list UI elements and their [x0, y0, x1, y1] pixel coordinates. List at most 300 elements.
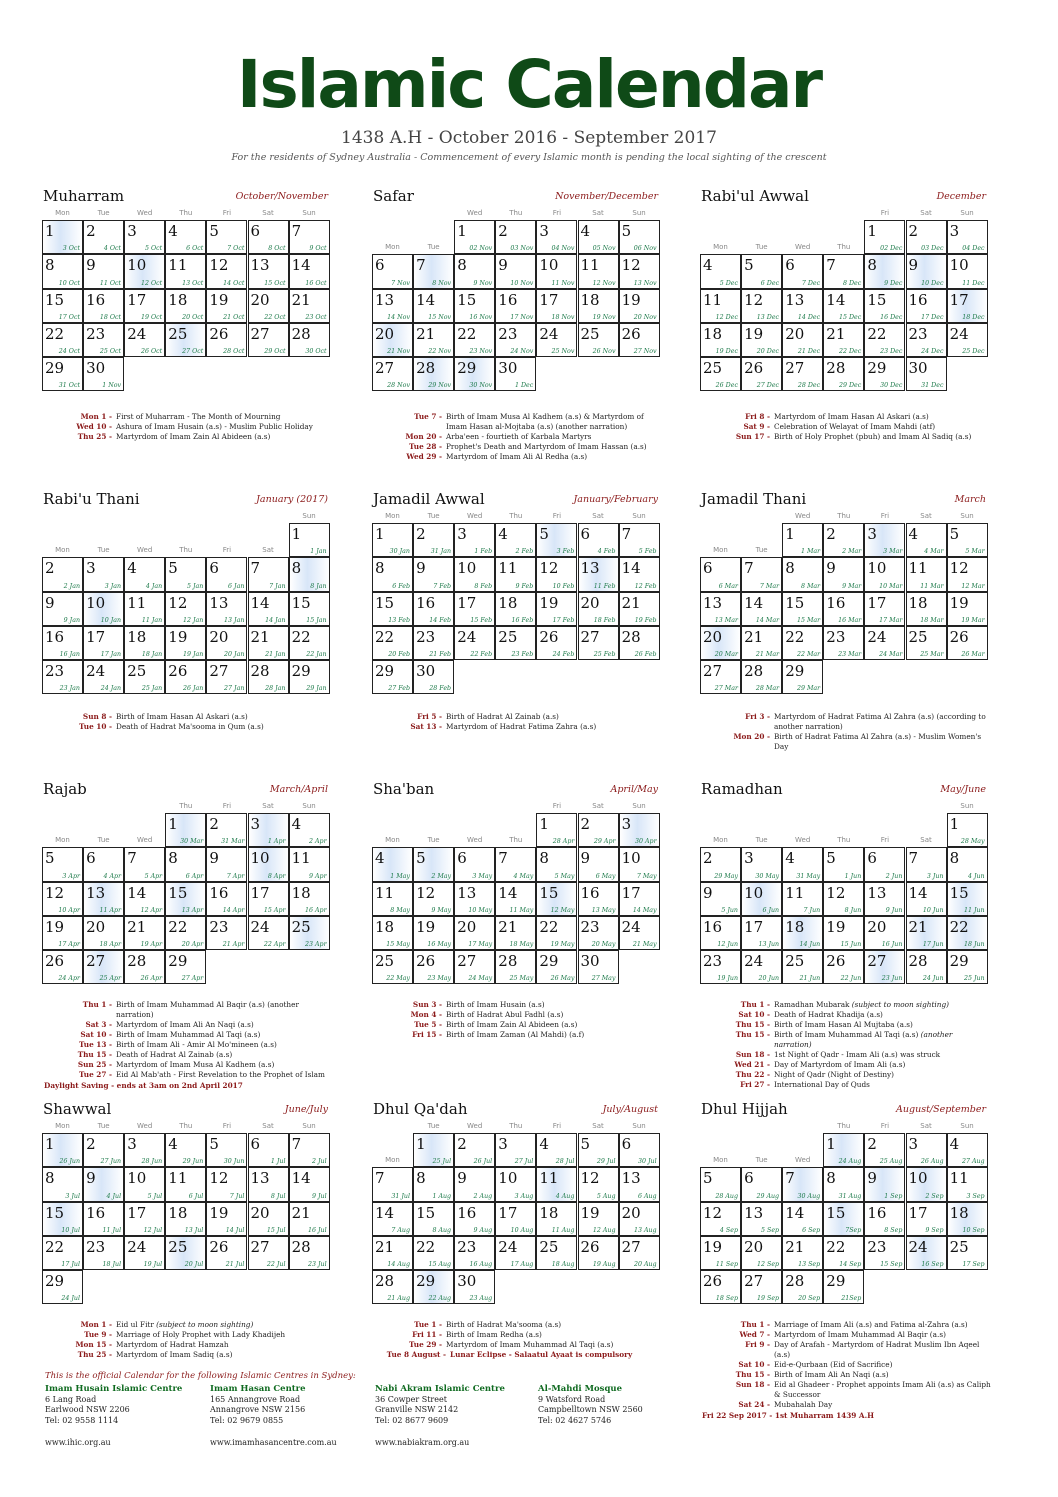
gregorian-date: 18 Dec [962, 313, 985, 321]
gregorian-date: 1 May [390, 872, 410, 880]
day-cell [536, 220, 577, 254]
gregorian-date: 26 Jun [59, 1158, 80, 1166]
hijri-day: 14 [744, 593, 764, 612]
weekday-label: Sat [592, 512, 604, 520]
hijri-day: 7 [785, 1169, 795, 1188]
hijri-day: 19 [949, 593, 969, 612]
centre-suburb: Earlwood NSW 2206 [45, 1405, 130, 1414]
day-cell [906, 1133, 947, 1167]
gregorian-date: 9 Apr [308, 872, 327, 880]
hijri-day: 2 [86, 222, 96, 240]
hijri-day: 26 [744, 359, 764, 378]
gregorian-date: 21 Jan [265, 651, 286, 659]
month-5 [372, 490, 659, 693]
day-cell [906, 626, 947, 660]
gregorian-date: 8 May [390, 906, 410, 914]
hijri-day: 20 [209, 627, 229, 646]
day-cell [206, 626, 247, 660]
event-date: Mon 15 - [75, 1340, 112, 1349]
hijri-day: 17 [498, 1203, 518, 1222]
gregorian-date: 14 Dec [797, 313, 821, 321]
hijri-day: 21 [744, 627, 764, 646]
hijri-day: 16 [86, 290, 106, 309]
weekday-label: Sun [302, 1122, 316, 1130]
hijri-day: 29 [45, 359, 65, 378]
weekday-label: Fri [880, 209, 890, 217]
hijri-day: 18 [291, 883, 311, 902]
day-cell [947, 323, 988, 357]
day-cell [536, 950, 577, 984]
hijri-day: 9 [86, 256, 96, 275]
hijri-day: 24 [127, 324, 147, 343]
day-cell [782, 1236, 823, 1270]
day-cell [42, 254, 83, 288]
day-cell [906, 323, 947, 357]
weekday-label: Sun [960, 802, 974, 810]
event-text: Marriage of Imam Ali (a.s) and Fatima al-Zahra (a.s) [774, 1320, 968, 1329]
day-cell [578, 592, 619, 626]
event-text: Eid al Ghadeer - Prophet appoints Imam Ali (a.s) as Caliph & Successor [774, 1380, 991, 1399]
day-cell [83, 916, 124, 950]
gregorian-date: 11 Sep [715, 1261, 738, 1269]
weekday-label: Sun [632, 802, 646, 810]
month-gregorian: May/June [940, 784, 986, 795]
day-cell [289, 1236, 330, 1270]
weekday-label: Tue [755, 1156, 768, 1165]
day-cell [248, 1167, 289, 1201]
day-cell [741, 882, 782, 916]
hijri-day: 10 [86, 593, 106, 612]
hijri-day: 9 [826, 559, 836, 578]
day-cell [536, 626, 577, 660]
day-cell [454, 357, 495, 391]
event-text: 1st Night of Qadr - Imam Ali (a.s) was struck [774, 1050, 941, 1059]
event-text: First of Muharram - The Month of Mourning [116, 412, 281, 421]
day-cell [619, 1202, 660, 1236]
day-cell [83, 660, 124, 694]
day-cell [372, 950, 413, 984]
day-cell [165, 592, 206, 626]
day-cell [454, 1167, 495, 1201]
event-text: Birth of Imam Muhammad Al Baqir (a.s) (another narration) [116, 1000, 299, 1019]
day-cell [578, 254, 619, 288]
gregorian-date: 10 Jul [61, 1226, 80, 1234]
gregorian-date: 16 Dec [880, 313, 903, 321]
gregorian-date: 28 Aug [715, 1192, 738, 1200]
hijri-day: 29 [785, 662, 805, 681]
event-text: Night of Qadr (Night of Destiny) [774, 1070, 895, 1079]
hijri-day: 11 [168, 1169, 188, 1188]
hijri-day: 11 [580, 256, 600, 275]
gregorian-date: 1 Sep [884, 1192, 903, 1200]
day-cell [42, 323, 83, 357]
day-cell [578, 813, 619, 847]
gregorian-date: 13 Jan [224, 616, 245, 624]
day-cell [536, 323, 577, 357]
day-cell [289, 254, 330, 288]
gregorian-date: 31 Aug [838, 1192, 862, 1200]
gregorian-date: 15 Mar [796, 616, 821, 624]
hijri-day: 15 [785, 593, 805, 612]
hijri-day: 19 [209, 290, 229, 309]
day-cell [289, 523, 330, 557]
day-cell [42, 357, 83, 391]
hijri-day: 4 [127, 559, 137, 578]
hijri-day: 6 [86, 849, 96, 868]
hijri-day: 8 [291, 559, 302, 578]
hijri-day: 28 [127, 952, 147, 971]
day-cell [578, 1236, 619, 1270]
gregorian-date: 15 Jul [266, 1226, 286, 1234]
day-cell [823, 289, 864, 323]
event-date: Sun 18 - [735, 1380, 770, 1389]
gregorian-date: 18 Feb [593, 616, 616, 624]
hijri-day: 4 [785, 849, 795, 868]
gregorian-date: 25 Jan [141, 685, 163, 693]
gregorian-date: 12 Jun [717, 941, 738, 949]
gregorian-date: 21 Nov [387, 348, 410, 356]
gregorian-date: 12 Mar [961, 582, 985, 590]
gregorian-date: 8 Dec [842, 279, 862, 287]
gregorian-date: 10 Jun [922, 906, 944, 914]
gregorian-date: 11 Apr [99, 906, 122, 914]
gregorian-date: 19 Sep [757, 1295, 780, 1303]
centre-block [45, 1384, 182, 1449]
day-cell [289, 1202, 330, 1236]
month-gregorian: January/February [573, 494, 658, 505]
day-cell [83, 1133, 124, 1167]
hijri-day: 22 [416, 1237, 436, 1256]
month-gregorian: April/May [610, 784, 658, 795]
event-date: Tue 27 - [79, 1070, 112, 1079]
weekday-label: Wed [467, 209, 483, 217]
month-name: Dhul Qa'dah [373, 1100, 468, 1118]
gregorian-date: 5 Oct [144, 245, 163, 253]
gregorian-date: 30 Dec [880, 382, 903, 390]
hijri-day: 11 [498, 559, 518, 578]
day-cell [165, 1202, 206, 1236]
weekday-label: Mon [55, 209, 70, 217]
hijri-day: 13 [744, 1203, 764, 1222]
day-cell [700, 950, 741, 984]
day-cell [947, 1236, 988, 1270]
gregorian-date: 1 Jun [844, 872, 862, 880]
event-text: Martyrdom of Hadrat Fatima Zahra (a.s) [446, 722, 597, 731]
gregorian-date: 31 May [796, 872, 821, 880]
gregorian-date: 16 Sep [921, 1261, 944, 1269]
gregorian-date: 19 Feb [634, 616, 657, 624]
event-note: (subject to moon sighting) [153, 1320, 254, 1329]
hijri-day: 1 [291, 525, 302, 543]
day-cell [864, 323, 905, 357]
gregorian-date: 30 Oct [305, 348, 327, 356]
centre-address: 9 Watsford Road [538, 1394, 606, 1404]
event-date: Mon 20 - [405, 432, 442, 441]
hijri-day: 20 [744, 1237, 764, 1256]
gregorian-date: 4 Aug [555, 1192, 575, 1200]
gregorian-date: 27 Jun [100, 1158, 122, 1166]
event-item [702, 1070, 992, 1080]
gregorian-date: 6 Jul [188, 1192, 204, 1200]
hijri-day: 17 [621, 883, 641, 902]
gregorian-date: 21 Oct [223, 313, 245, 321]
day-cell [289, 592, 330, 626]
day-cell [947, 592, 988, 626]
gregorian-date: 27 Oct [182, 348, 204, 356]
hijri-day: 1 [457, 222, 467, 240]
centres-title: This is the official Calendar for the following Islamic Centres in Sydney: [45, 1371, 356, 1381]
month-9 [700, 780, 987, 983]
day-cell [578, 882, 619, 916]
gregorian-date: 2 May [431, 872, 452, 880]
gregorian-date: 17 Aug [510, 1261, 534, 1269]
gregorian-date: 27 Apr [181, 975, 204, 983]
hijri-day: 23 [45, 662, 65, 681]
hijri-day: 19 [621, 290, 641, 309]
hijri-day: 10 [539, 256, 559, 275]
day-cell [906, 357, 947, 391]
day-cell [83, 289, 124, 323]
gregorian-date: 18 Aug [551, 1261, 575, 1269]
gregorian-date: 21 Mar [755, 651, 780, 659]
hijri-day: 15 [45, 1203, 65, 1222]
weekday-label: Wed [137, 836, 153, 845]
day-cell [413, 916, 454, 950]
gregorian-date: 15 Sep [880, 1261, 903, 1269]
gregorian-date: 8 Sep [884, 1226, 903, 1234]
month-gregorian: October/November [235, 191, 328, 202]
gregorian-date: 7 Mar [759, 582, 780, 590]
gregorian-date: 24 Dec [921, 348, 944, 356]
centre-phone: Tel: 02 8677 9609 [375, 1415, 449, 1425]
hijri-day: 29 [416, 1272, 436, 1291]
hijri-day: 9 [416, 559, 426, 578]
event-text: Celebration of Welayat of Imam Mahdi (atf) [774, 422, 936, 431]
hijri-day: 26 [826, 952, 846, 971]
hijri-day: 22 [785, 627, 805, 646]
weekday-label: Sat [920, 512, 932, 520]
gregorian-date: 4 Feb [597, 548, 616, 556]
hijri-day: 16 [416, 593, 436, 612]
day-cell [782, 916, 823, 950]
gregorian-date: 3 Jun [926, 872, 944, 880]
day-cell [947, 916, 988, 950]
weekday-label: Mon [713, 243, 728, 252]
day-cell [906, 557, 947, 591]
day-cell [947, 289, 988, 323]
centre-website[interactable]: www.ihic.org.au [45, 1438, 111, 1447]
day-cell [906, 950, 947, 984]
event-text: Eid-e-Qurbaan (Eid of Sacrifice) [774, 1360, 893, 1369]
event-text: Birth of Imam Redha (a.s) [446, 1330, 542, 1339]
event-item [702, 1060, 992, 1070]
gregorian-date: 15 Aug [428, 1261, 452, 1269]
hijri-day: 27 [744, 1272, 764, 1291]
gregorian-date: 13 Feb [388, 616, 410, 624]
hijri-day: 4 [949, 1135, 960, 1153]
hijri-day: 29 [949, 952, 969, 971]
gregorian-date: 1 Jul [270, 1158, 286, 1166]
gregorian-date: 29 Jan [306, 685, 327, 693]
day-cell [165, 1133, 206, 1167]
day-cell [823, 847, 864, 881]
hijri-day: 28 [416, 359, 436, 378]
event-date: Thu 15 - [77, 1050, 112, 1059]
hijri-day: 12 [168, 593, 188, 612]
hijri-day: 29 [168, 952, 188, 971]
gregorian-date: 31 Jan [430, 548, 452, 556]
event-item [374, 432, 664, 442]
hijri-day: 5 [826, 849, 836, 868]
hijri-day: 27 [209, 662, 229, 681]
centre-website[interactable]: www.nabiakram.org.au [375, 1438, 470, 1447]
day-cell [741, 254, 782, 288]
hijri-day: 25 [908, 627, 928, 646]
hijri-day: 5 [416, 849, 426, 868]
gregorian-date: 16 Nov [469, 313, 493, 321]
hijri-day: 10 [457, 559, 477, 578]
day-cell [372, 847, 413, 881]
gregorian-date: 22 Apr [263, 941, 286, 949]
day-cell [413, 323, 454, 357]
hijri-day: 23 [826, 627, 846, 646]
hijri-day: 27 [785, 359, 805, 378]
month-gregorian: March [954, 494, 986, 505]
hijri-day: 7 [621, 525, 632, 543]
hijri-day: 22 [867, 324, 887, 343]
gregorian-date: 10 Apr [58, 906, 80, 914]
centre-address: 165 Annangrove Road [210, 1394, 301, 1404]
hijri-day: 21 [498, 917, 518, 936]
day-cell [906, 1202, 947, 1236]
event-date: Mon 1 - [80, 412, 112, 421]
hijri-day: 13 [250, 256, 270, 275]
gregorian-date: 6 Aug [637, 1192, 657, 1200]
hijri-day: 13 [703, 593, 723, 612]
month-events [44, 1320, 334, 1360]
day-cell [248, 882, 289, 916]
gregorian-date: 27 Jul [514, 1158, 534, 1166]
gregorian-date: 11 Oct [99, 279, 122, 287]
day-cell [372, 1236, 413, 1270]
gregorian-date: 29 Oct [264, 348, 286, 356]
gregorian-date: 7 Nov [391, 279, 410, 287]
day-cell [206, 660, 247, 694]
day-cell [454, 220, 495, 254]
hijri-day: 18 [949, 1203, 969, 1222]
day-cell [741, 626, 782, 660]
month-4 [42, 490, 329, 693]
gregorian-date: 29 Aug [756, 1192, 780, 1200]
centre-suburb: Campbelltown NSW 2560 [538, 1405, 643, 1414]
gregorian-date: 15 Nov [428, 313, 452, 321]
day-cell [124, 882, 165, 916]
gregorian-date: 31 Jul [391, 1192, 410, 1200]
gregorian-date: 9 Mar [842, 582, 862, 590]
gregorian-date: 24 Mar [879, 651, 903, 659]
day-cell [947, 847, 988, 881]
hijri-day: 27 [621, 1237, 641, 1256]
gregorian-date: 5 Sep [761, 1226, 780, 1234]
day-cell [536, 1167, 577, 1201]
day-cell [906, 220, 947, 254]
gregorian-date: 18 Mar [920, 616, 944, 624]
day-cell [372, 626, 413, 660]
month-name: Rabi'u Thani [43, 490, 140, 508]
event-text: Birth of Imam Zain Al Abideen (a.s) [446, 1020, 578, 1029]
hijri-day: 25 [375, 952, 395, 971]
day-cell [42, 660, 83, 694]
hijri-day: 24 [127, 1237, 147, 1256]
hijri-day: 18 [703, 324, 723, 343]
day-cell [578, 626, 619, 660]
month-7 [42, 780, 329, 983]
gregorian-date: 23 Oct [305, 313, 327, 321]
day-cell [248, 626, 289, 660]
day-cell [413, 847, 454, 881]
gregorian-date: 7 Apr [226, 872, 245, 880]
event-date: Fri 8 - [745, 412, 770, 421]
gregorian-date: 18 Nov [551, 313, 575, 321]
hijri-day: 21 [621, 593, 641, 612]
centre-website[interactable]: www.imamhasancentre.com.au [210, 1438, 337, 1447]
day-cell [947, 220, 988, 254]
gregorian-date: 7 Feb [433, 582, 452, 590]
hijri-day: 17 [457, 593, 477, 612]
hijri-day: 12 [209, 1169, 229, 1188]
day-cell [700, 557, 741, 591]
gregorian-date: 14 Jan [265, 616, 286, 624]
month-events [374, 412, 664, 462]
hijri-day: 27 [457, 952, 477, 971]
gregorian-date: 11 May [509, 906, 534, 914]
weekday-label: Fri [222, 802, 232, 810]
gregorian-date: 2 Sep [925, 1192, 944, 1200]
day-cell [864, 592, 905, 626]
day-cell [413, 523, 454, 557]
hijri-day: 28 [826, 359, 846, 378]
event-date: Tue 28 - [409, 442, 442, 451]
event-item [374, 1350, 664, 1360]
centre-block [210, 1384, 337, 1449]
day-cell [248, 1133, 289, 1167]
day-cell [495, 1202, 536, 1236]
day-cell [372, 289, 413, 323]
gregorian-date: 5 Aug [596, 1192, 616, 1200]
hijri-day: 21 [908, 917, 928, 936]
hijri-day: 29 [291, 662, 311, 681]
day-cell [42, 220, 83, 254]
hijri-day: 2 [867, 1135, 877, 1153]
hijri-day: 12 [539, 559, 559, 578]
weekday-label: Fri [552, 1122, 562, 1130]
hijri-day: 28 [498, 952, 518, 971]
event-item [702, 1380, 992, 1400]
weekday-label: Fri [880, 1122, 890, 1130]
month-header [42, 490, 329, 512]
hijri-day: 24 [949, 324, 969, 343]
event-item [44, 1320, 334, 1330]
event-date: Thu 1 - [82, 1000, 112, 1009]
gregorian-date: 15 Apr [263, 906, 286, 914]
hijri-day: 13 [250, 1169, 270, 1188]
day-cell [864, 626, 905, 660]
month-name: Sha'ban [373, 780, 435, 798]
gregorian-date: 11 Mar [920, 582, 944, 590]
gregorian-date: 3 Mar [883, 548, 903, 556]
hijri-day: 24 [908, 1237, 928, 1256]
weekday-label: Mon [385, 512, 400, 520]
